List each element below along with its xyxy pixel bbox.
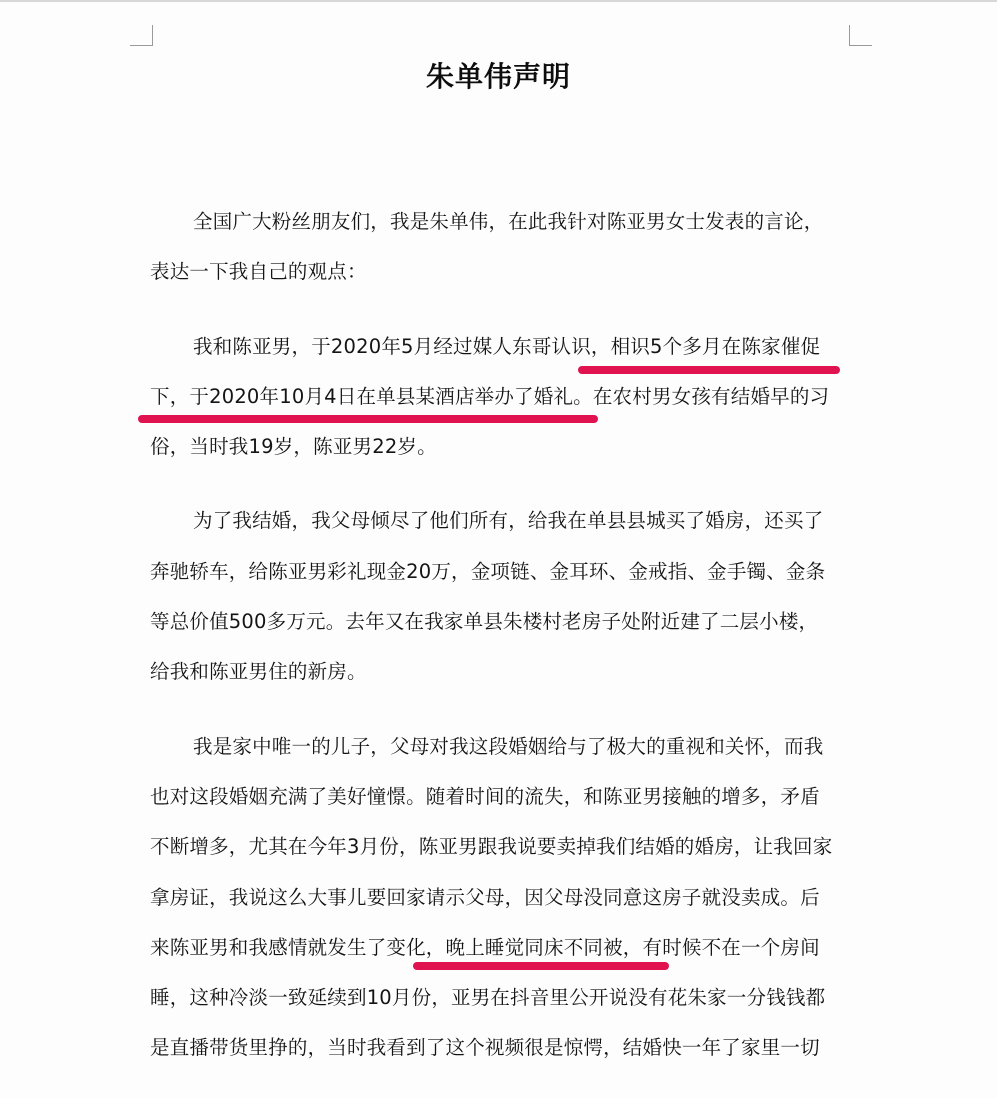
paragraph-2	[150, 322, 844, 473]
margin-corner-mark-left	[130, 25, 153, 46]
text-line: 奔驰轿车，给陈亚男彩礼现金20万，金项链、金耳环、金戒指、金手镯、金条	[150, 559, 826, 583]
text-line: 为了我结婚，我父母倾尽了他们所有，给我在单县县城买了婚房，还买了	[193, 509, 824, 533]
page-top-edge	[0, 0, 997, 2]
text-line: 我和陈亚男，于2020年5月经过媒人东哥认识，相识5个多月在陈家催促	[193, 334, 821, 358]
text-line: 等总价值500多万元。去年又在我家单县朱楼村老房子处附近建了二层小楼，	[150, 610, 819, 634]
text-line: 下，于2020年10月4日在单县某酒店举办了婚礼。在农村男女孩有结婚早的习	[150, 384, 830, 408]
text-line: 也对这段婚姻充满了美好憧憬。随着时间的流失，和陈亚男接触的增多，矛盾	[150, 784, 820, 808]
text-line: 表达一下我自己的观点：	[150, 260, 367, 284]
text-line: 俗，当时我19岁，陈亚男22岁。	[150, 435, 437, 459]
highlight-underline-2	[138, 415, 598, 423]
margin-corner-mark-right	[849, 25, 872, 46]
text-line: 给我和陈亚男住的新房。	[150, 660, 367, 684]
text-line: 我是家中唯一的儿子，父母对我这段婚姻给与了极大的重视和关怀，而我	[193, 734, 824, 758]
document-title: 朱单伟声明	[425, 60, 571, 93]
paragraph-1	[150, 197, 844, 298]
text-line: 是直播带货里挣的，当时我看到了这个视频很是惊愕，结婚快一年了家里一切	[150, 1036, 820, 1060]
text-line: 来陈亚男和我感情就发生了变化，晚上睡觉同床不同被，有时候不在一个房间	[150, 935, 820, 959]
text-line: 全国广大粉丝朋友们，我是朱单伟，在此我针对陈亚男女士发表的言论，	[193, 210, 824, 233]
text-line: 睡，这种冷淡一致延续到10月份，亚男在抖音里公开说没有花朱家一分钱钱都	[150, 986, 826, 1010]
paragraph-4	[150, 722, 844, 1074]
text-line: 拿房证，我说这么大事儿要回家请示父母，因父母没同意这房子就没卖成。后	[150, 885, 820, 909]
text-line: 不断增多，尤其在今年3月份，陈亚男跟我说要卖掉我们结婚的婚房，让我回家	[150, 835, 833, 859]
highlight-underline-3	[413, 962, 669, 970]
highlight-underline-1	[578, 366, 840, 374]
paragraph-3	[150, 496, 844, 697]
